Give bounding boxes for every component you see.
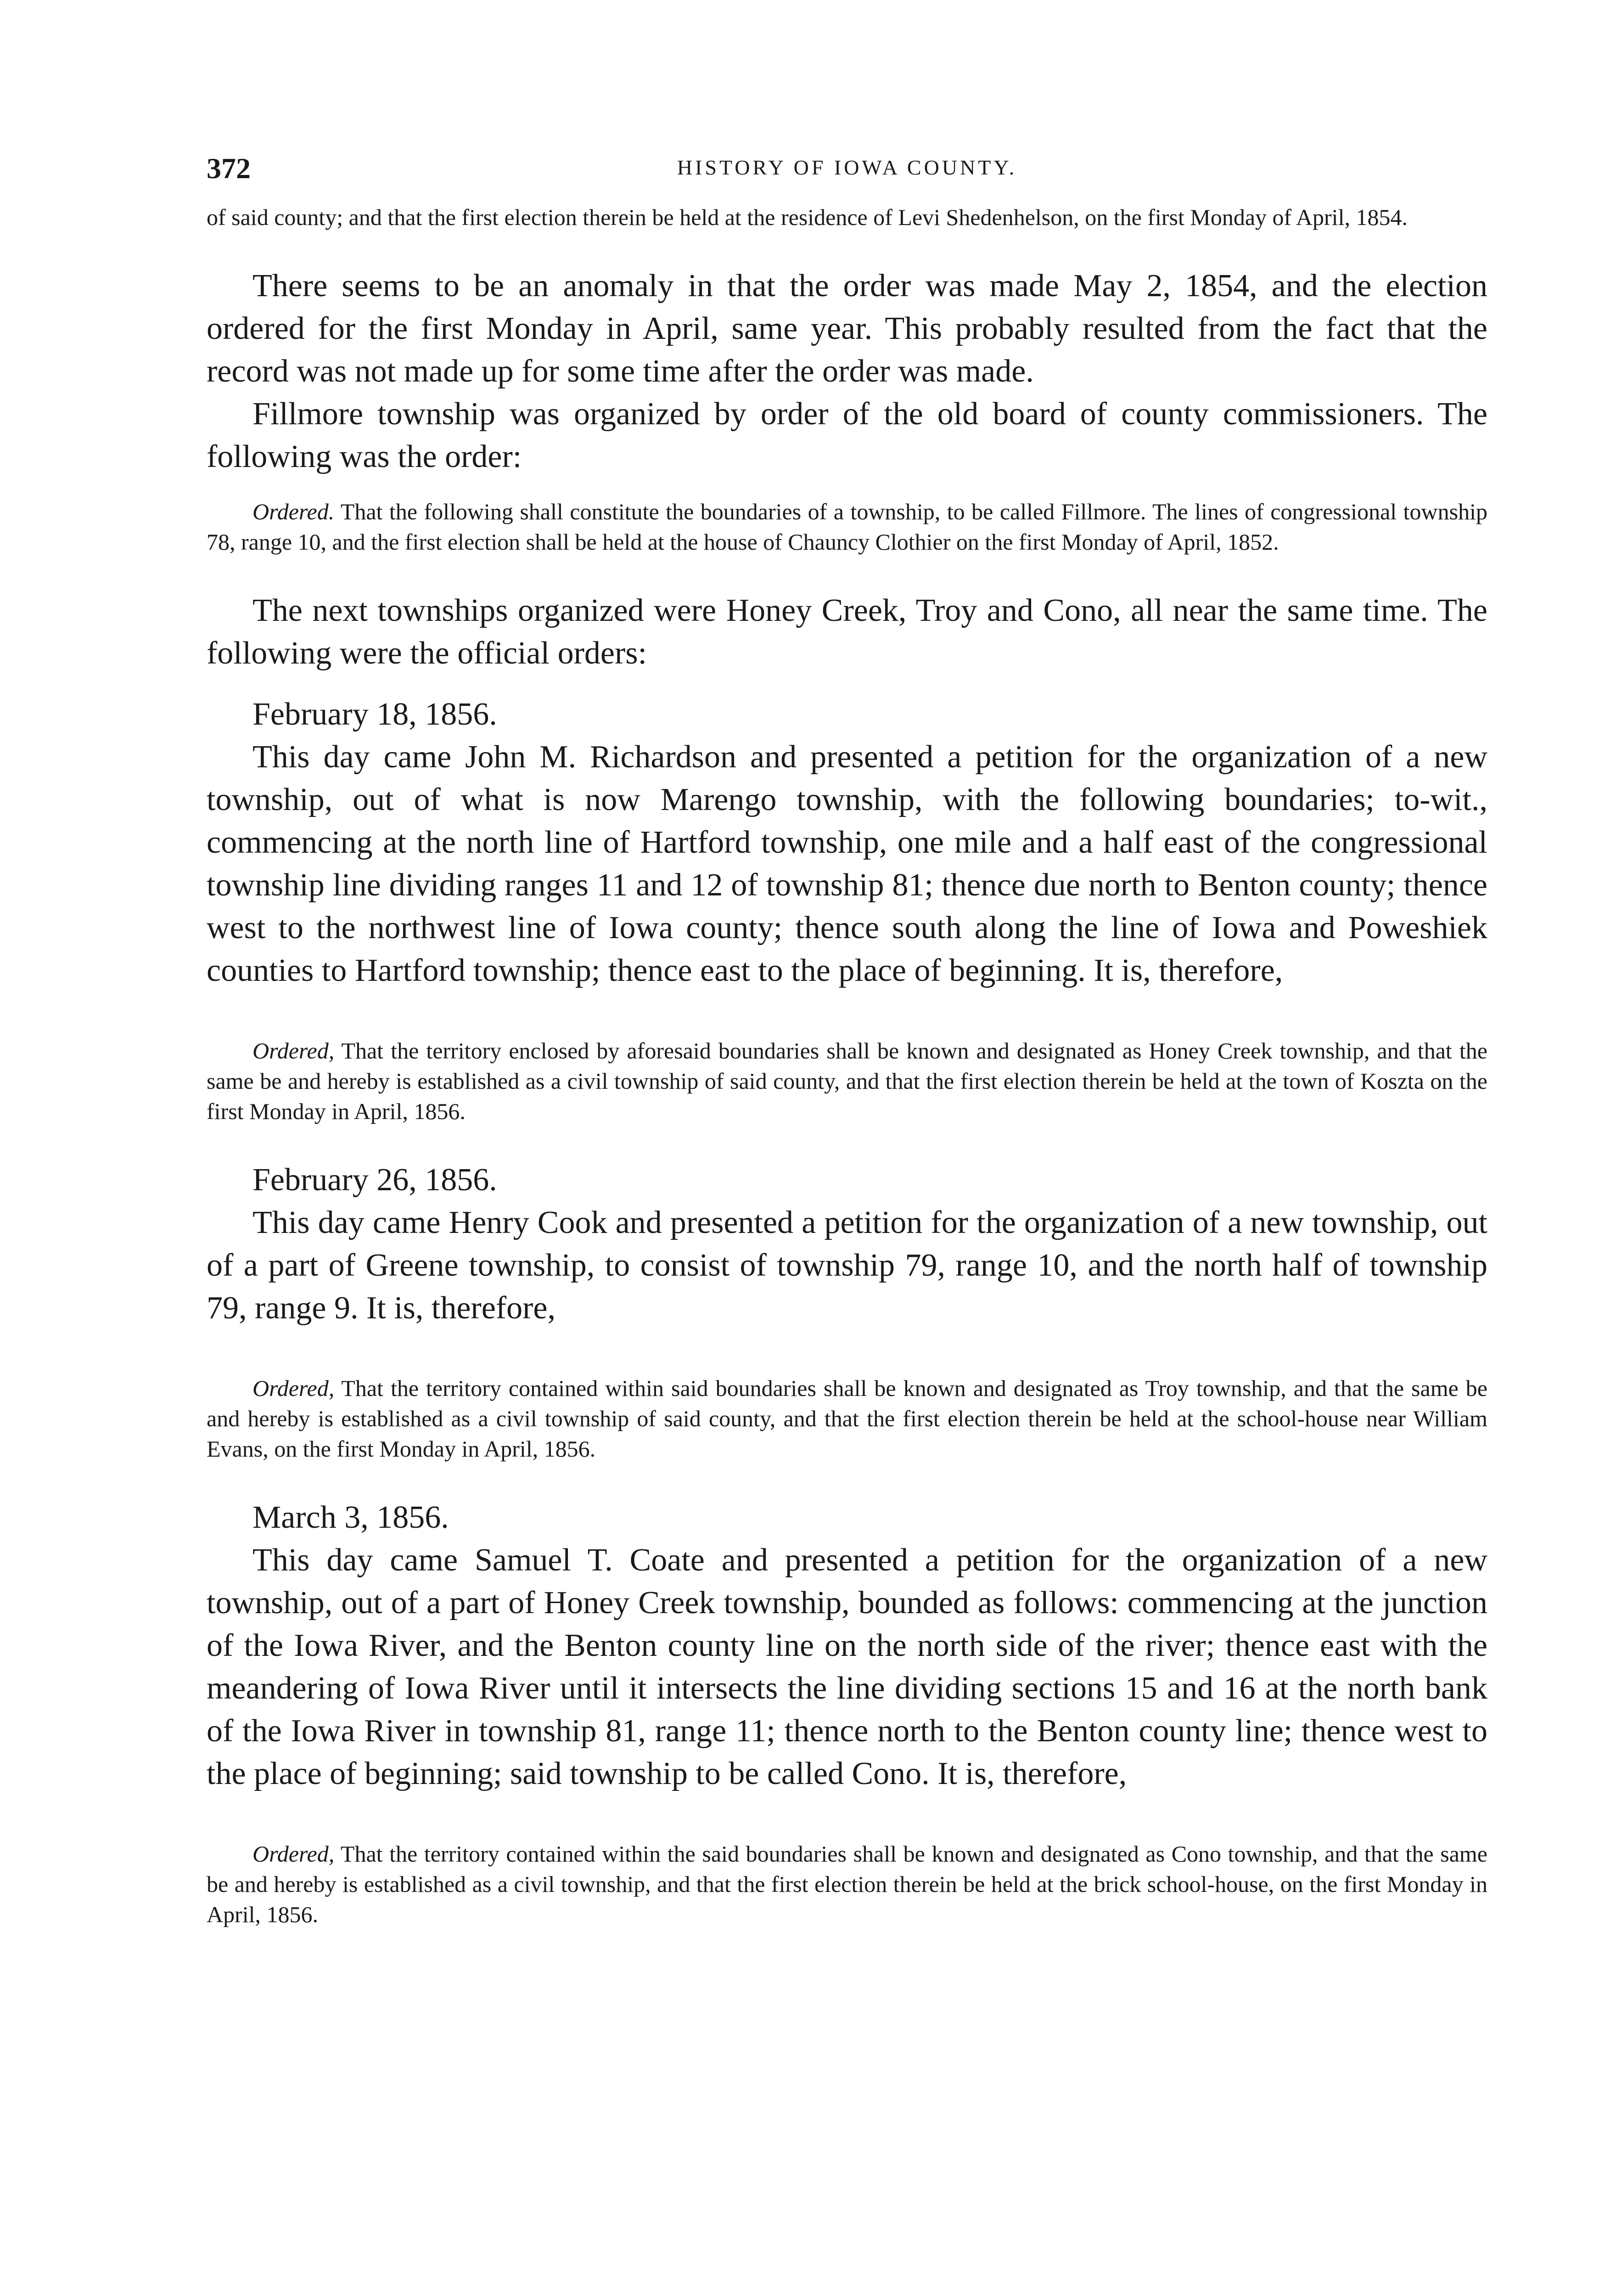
page-header bbox=[207, 152, 1487, 202]
fillmore-intro-paragraph: Fillmore township was organized by order of the old board of county commissioners. The following was the order: bbox=[207, 396, 1487, 474]
ordered-word: Ordered, bbox=[252, 1841, 335, 1867]
honey-creek-order-text: That the territory enclosed by aforesaid boundaries shall be known and designated as Honey Creek township, and that the same be and hereby is established as a civil township of said county, and that the first election therein be held at the town of Koszta on the first Monday in April, 1856. bbox=[207, 1038, 1487, 1124]
running-head: HISTORY OF IOWA COUNTY. bbox=[677, 156, 1017, 179]
cono-petition: This day came Samuel T. Coate and presented a petition for the organization of a new township, out of a part of Honey Creek township, bounded as follows: commencing at the junction of the Iowa River, and the Benton county line on the north side of the river; thence east with the meandering of Iowa River until it intersects the line dividing sections 15 and 16 at the north bank of the Iowa River in township 81, range 11; thence north to the Benton county line; thence west to the place of beginning; said township to be called Cono. It is, therefore, bbox=[207, 1542, 1487, 1791]
book-page bbox=[207, 152, 1487, 1930]
continued-order-paragraph: of said county; and that the first election therein be held at the residence of Levi Shedenhelson, on the first Monday of April, 1854. bbox=[207, 204, 1408, 230]
troy-petition: This day came Henry Cook and presented a petition for the organization of a new township, out of a part of Greene township, to consist of township 79, range 10, and the north half of township 79, range 9. It is, therefore, bbox=[207, 1205, 1487, 1326]
troy-order-text: That the territory contained within said boundaries shall be known and designated as Troy township, and that the same be and hereby is established as a civil township of said county, and that the first election therein be held at the school-house near William Evans, on the first Monday in April, 1856. bbox=[207, 1375, 1487, 1462]
anomaly-paragraph: There seems to be an anomaly in that the order was made May 2, 1854, and the election ordered for the first Monday in April, same year. This probably resulted from the fact that the record was not made up for some time after the order was made. bbox=[207, 268, 1487, 389]
honey-creek-petition: This day came John M. Richardson and presented a petition for the organization of a new township, out of what is now Marengo township, with the following boundaries; to-wit., commencing at the north line of Hartford township, one mile and a half east of the congressional township line dividing ranges 11 and 12 of township 81; thence due north to Benton county; thence west to the northwest line of Iowa county; thence south along the line of Iowa and Poweshiek counties to Hartford township; thence east to the place of beginning. It is, therefore, bbox=[207, 739, 1487, 988]
cono-order bbox=[207, 1839, 1487, 1930]
order-date-troy: February 26, 1856. bbox=[252, 1162, 497, 1198]
ordered-word: Ordered. bbox=[252, 499, 335, 524]
fillmore-order bbox=[207, 496, 1487, 557]
ordered-word: Ordered, bbox=[252, 1375, 335, 1401]
order-date-honey-creek: February 18, 1856. bbox=[252, 697, 497, 732]
fillmore-order-text: That the following shall constitute the boundaries of a township, to be called Fillmore. The lines of congressional township 78, range 10, and the first election shall be held at the house of Chauncy Clothier on the first Monday of April, 1852. bbox=[207, 499, 1487, 555]
honey-creek-order bbox=[207, 1035, 1487, 1126]
page-number: 372 bbox=[207, 152, 251, 185]
troy-order bbox=[207, 1373, 1487, 1464]
order-date-cono: March 3, 1856. bbox=[252, 1500, 449, 1535]
cono-order-text: That the territory contained within the said boundaries shall be known and designated as Cono township, and that the same be and hereby is established as a civil township, and that the first election therein be held at the brick school-house, on the first Monday in April, 1856. bbox=[207, 1841, 1487, 1927]
ordered-word: Ordered, bbox=[252, 1038, 335, 1064]
next-townships-paragraph: The next townships organized were Honey Creek, Troy and Cono, all near the same time. The following were the official orders: bbox=[207, 593, 1487, 671]
